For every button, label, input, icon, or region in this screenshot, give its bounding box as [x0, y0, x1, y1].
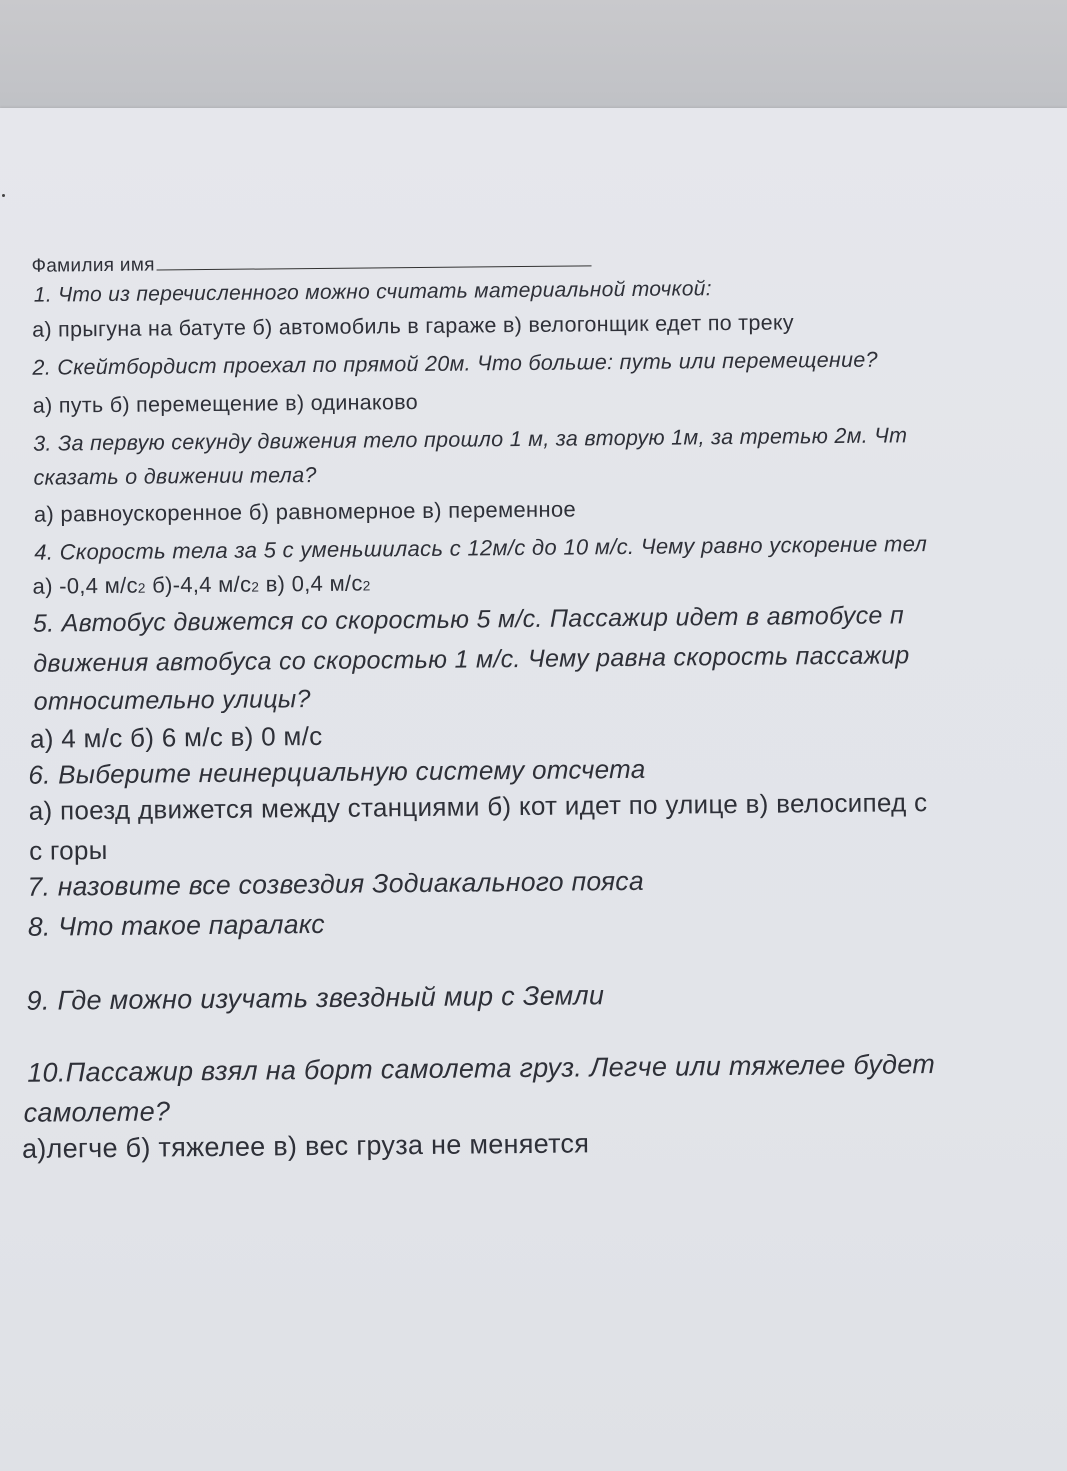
question-3-line-2: сказать о движении тела?	[33, 462, 317, 490]
name-blank-line	[157, 264, 592, 270]
question-10-line-2: самолете?	[23, 1096, 171, 1128]
worksheet-content	[0, 108, 1067, 1471]
question-5-line-1: 5. Автобус движется со скоростью 5 м/с. Пассажир идет в автобусе п	[32, 601, 905, 638]
answer-6-line-2: с горы	[28, 835, 108, 866]
question-6: 6. Выберите неинерциальную систему отсчета	[28, 753, 646, 790]
question-7: 7. назовите все созвездия Зодиакального пояса	[27, 865, 645, 902]
question-4: 4. Скорость тела за 5 с уменьшилась с 12м/с до 10 м/с. Чему равно ускорение тел	[34, 531, 928, 565]
name-label: Фамилия имя	[31, 254, 155, 277]
answer-6-line-1: а) поезд движется между станциями б) кот идет по улице в) велосипед с	[28, 787, 928, 826]
answer-4-option-c: в) 0,4 м/с	[259, 570, 363, 597]
question-3-line-1: 3. За первую секунду движения тело прошло 1 м, за вторую 1м, за третью 2м. Чт	[33, 423, 908, 456]
question-9: 9. Где можно изучать звездный мир с Земли	[26, 980, 605, 1016]
paper-sheet	[0, 108, 1067, 1471]
question-5-line-2: движения автобуса со скоростью 1 м/с. Чему равна скорость пассажир	[33, 641, 910, 678]
question-8: 8. Что такое паралакс	[27, 908, 325, 942]
answer-5: а) 4 м/с б) 6 м/с в) 0 м/с	[29, 720, 323, 754]
exponent: 2	[137, 580, 146, 596]
name-field	[31, 250, 591, 277]
answer-4-option-b: б)-4,4 м/с	[145, 571, 252, 598]
question-10-line-1: 10.Пассажир взял на борт самолета груз. Легче или тяжелее будет	[27, 1049, 936, 1088]
exponent: 2	[362, 578, 371, 594]
answer-4-option-a: а) -0,4 м/с	[32, 572, 138, 599]
answer-2: а) путь б) перемещение в) одинаково	[32, 390, 419, 418]
answer-4	[32, 570, 370, 599]
question-5-line-3: относительно улицы?	[33, 685, 311, 716]
answer-1: а) прыгуна на батуте б) автомобиль в гараже в) велогонщик едет по треку	[32, 310, 795, 342]
question-2: 2. Скейтбордист проехал по прямой 20м. Что больше: путь или перемещение?	[32, 347, 878, 380]
answer-3: а) равноускоренное б) равномерное в) переменное	[33, 496, 577, 527]
question-1: 1. Что из перечисленного можно считать материальной точкой:	[33, 277, 712, 307]
answer-10: а)легче б) тяжелее в) вес груза не меняется	[21, 1128, 590, 1164]
exponent: 2	[251, 579, 260, 595]
